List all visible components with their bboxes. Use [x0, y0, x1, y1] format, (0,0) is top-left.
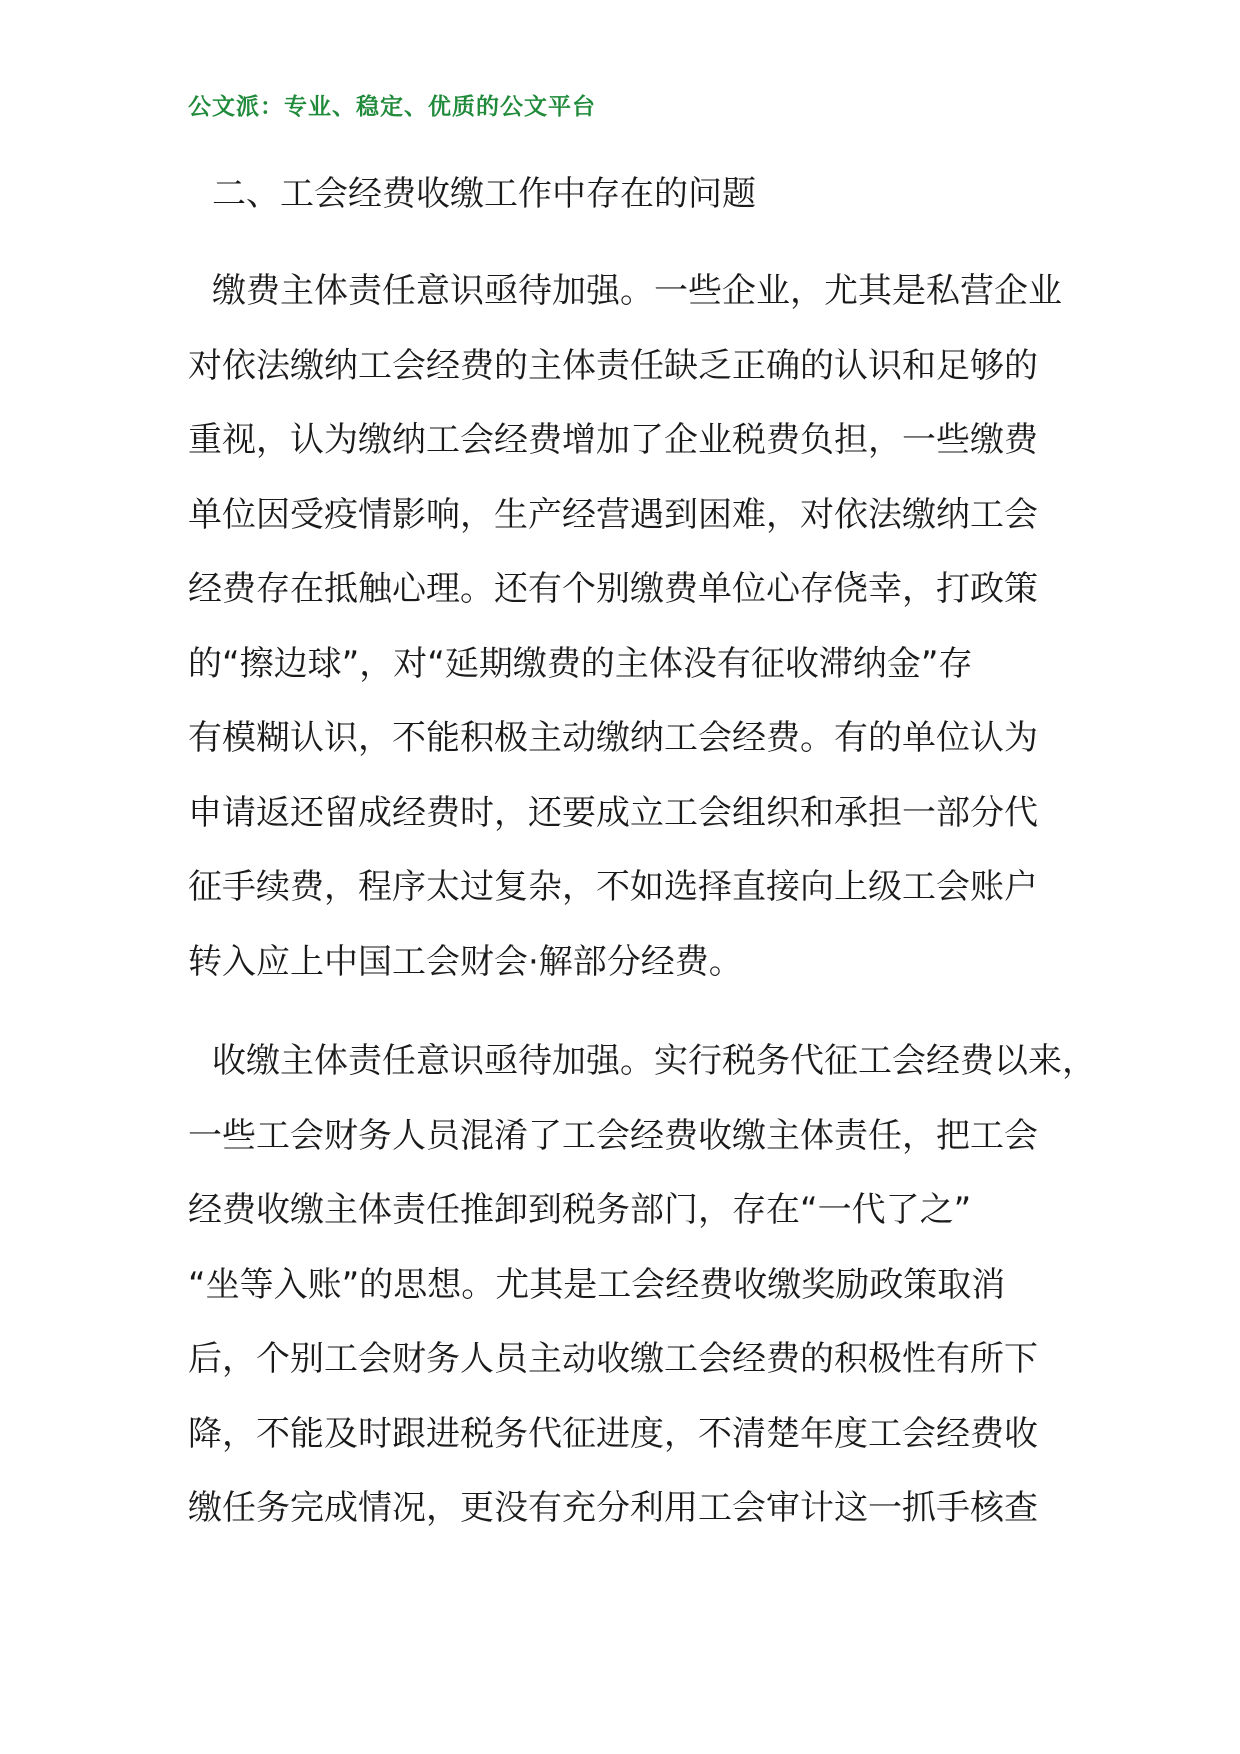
paragraph-line: 经费存在抵触心理。还有个别缴费单位心存侥幸，打政策 [188, 569, 1038, 609]
paragraph-line: 征手续费，程序太过复杂，不如选择直接向上级工会账户 [188, 867, 1038, 907]
section-title: 二、工会经费收缴工作中存在的问题 [212, 174, 756, 214]
paragraph-line: 对依法缴纳工会经费的主体责任缺乏正确的认识和足够的 [188, 345, 1038, 386]
paragraph-line: 降，不能及时跟进税务代征进度，不清楚年度工会经费收 [188, 1413, 1038, 1454]
site-slogan: 公文派：专业、稳定、优质的公文平台 [188, 93, 596, 120]
paragraph-line: 单位因受疫情影响，生产经营遇到困难，对依法缴纳工会 [188, 494, 1038, 535]
paragraph-payer-responsibility [188, 254, 1068, 999]
paragraph-collector-responsibility [188, 1024, 1096, 1546]
paragraph-line: 后，个别工会财务人员主动收缴工会经费的积极性有所下 [188, 1339, 1038, 1379]
paragraph-line: 转入应上中国工会财会·解部分经费。 [188, 941, 743, 982]
paragraph-line: 重视，认为缴纳工会经费增加了企业税费负担，一些缴费 [188, 420, 1038, 460]
paragraph-line: 一些工会财务人员混淆了工会经费收缴主体责任，把工会 [188, 1115, 1038, 1156]
paragraph-line: 缴任务完成情况，更没有充分利用工会审计这一抓手核查 [188, 1488, 1038, 1528]
paragraph-line: 缴费主体责任意识亟待加强。一些企业，尤其是私营企业 [212, 271, 1062, 311]
paragraph-line: 的“擦边球”，对“延期缴费的主体没有征收滞纳金”存 [188, 643, 973, 684]
paragraph-line: 申请返还留成经费时，还要成立工会组织和承担一部分代 [188, 792, 1038, 833]
paragraph-line: 收缴主体责任意识亟待加强。实行税务代征工会经费以来， [212, 1041, 1096, 1081]
paragraph-line: “坐等入账”的思想。尤其是工会经费收缴奖励政策取消 [188, 1264, 1006, 1305]
paragraph-line: 有模糊认识，不能积极主动缴纳工会经费。有的单位认为 [188, 718, 1038, 758]
paragraph-line: 经费收缴主体责任推卸到税务部门，存在“一代了之” [188, 1190, 972, 1230]
